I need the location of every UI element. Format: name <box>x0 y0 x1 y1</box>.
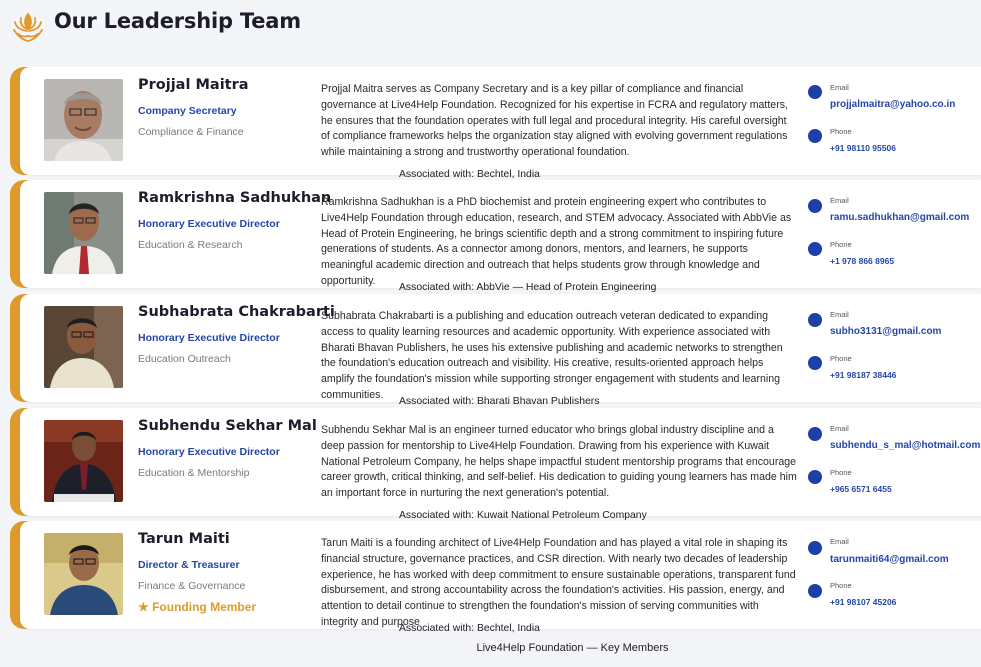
phone-label: Phone <box>830 581 852 590</box>
card-panel <box>20 294 981 407</box>
member-card-tarun-maiti <box>10 521 981 634</box>
phone-label: Phone <box>830 127 852 136</box>
member-photo <box>44 306 123 388</box>
page-header <box>0 0 981 50</box>
email-label: Email <box>830 537 849 546</box>
member-association: Associated with: AbbVie — Head of Protein Engineering <box>399 282 657 293</box>
phone-label: Phone <box>830 468 852 477</box>
phone-icon <box>808 129 822 143</box>
member-bio: Tarun Maiti is a founding architect of Live4Help Foundation and has played a vital role in shaping its financial structure, governance practices, and CSR direction. With nearly two decades of leadership experience, he has worked with deep commitment to ensure sustainable operations, transparent fund disbursement, and strong accountability across the foundation's activities. His passion, energy, and attention to detail continue to strengthen the foundation's mission of serving communities with integrity and purpose <box>321 537 796 628</box>
card-panel <box>20 180 981 293</box>
founding-member-badge: ★ Founding Member <box>138 600 257 614</box>
member-association: Associated with: Kuwait National Petroleum Company <box>399 510 647 521</box>
member-photo <box>44 420 123 502</box>
member-name: Ramkrishna Sadhukhan <box>138 190 332 206</box>
member-name: Subhendu Sekhar Mal <box>138 418 317 434</box>
page-title: Our Leadership Team <box>54 9 301 33</box>
phone-link[interactable]: +91 98110 95506 <box>830 143 896 153</box>
email-label: Email <box>830 196 849 205</box>
card-panel <box>20 67 981 180</box>
member-department: Finance & Governance <box>138 580 246 592</box>
member-department: Education Outreach <box>138 353 231 365</box>
member-name: Subhabrata Chakrabarti <box>138 304 335 320</box>
phone-icon <box>808 584 822 598</box>
member-bio: Ramkrishna Sadhukhan is a PhD biochemist and protein engineering expert who contributes to Live4Help Foundation through education, research, and STEM advocacy. Associated with AbbVie as Head of Protein Engineering, he brings scientific depth and a strong commitment to inspiring future generations of students. As a connector among donors, mentors, and learners, he supports meaningful academic direction and outreach that helps students grow through knowledge and opportunity. <box>321 196 792 287</box>
member-department: Education & Mentorship <box>138 467 250 479</box>
member-role: Director & Treasurer <box>138 559 240 571</box>
email-label: Email <box>830 83 849 92</box>
phone-icon <box>808 356 822 370</box>
member-bio: Subhabrata Chakrabarti is a publishing and education outreach veteran dedicated to expanding access to quality learning resources and academic opportunity. With experience associated with Bharati Bhavan Publishers, he uses his extensive publishing and academic networks to strengthen the foundation's education outreach and visibility. His creative, results-oriented approach helps amplify the foundation's mission while supporting stronger engagement with students and learning communities. <box>321 310 783 401</box>
member-bio: Projjal Maitra serves as Company Secretary and is a key pillar of compliance and financial governance at Live4Help Foundation. Recognized for his expertise in FCRA and regulatory matters, he ensures that the foundation operates with full legal and procedural integrity. His careful oversight of compliance frameworks helps the organization stay aligned with evolving government regulations while maintaining a strong and trustworthy operational foundation. <box>321 83 788 159</box>
email-icon <box>808 541 822 555</box>
member-name: Projjal Maitra <box>138 77 249 93</box>
email-label: Email <box>830 424 849 433</box>
member-department: Education & Research <box>138 239 243 251</box>
card-panel <box>20 521 981 634</box>
email-icon <box>808 199 822 213</box>
email-link[interactable]: ramu.sadhukhan@gmail.com <box>830 212 970 223</box>
email-icon <box>808 313 822 327</box>
card-panel <box>20 408 981 521</box>
member-photo <box>44 192 123 274</box>
member-department: Compliance & Finance <box>138 126 244 138</box>
member-association: Associated with: Bechtel, India <box>399 169 540 180</box>
member-name: Tarun Maiti <box>138 531 230 547</box>
phone-link[interactable]: +965 6571 6455 <box>830 484 892 494</box>
phone-link[interactable]: +91 98107 45206 <box>830 597 897 607</box>
member-card-subhabrata-chakrabarti <box>10 294 981 407</box>
phone-label: Phone <box>830 240 852 249</box>
email-label: Email <box>830 310 849 319</box>
member-card-projjal-maitra <box>10 67 981 180</box>
phone-label: Phone <box>830 354 852 363</box>
member-photo <box>44 533 123 615</box>
phone-link[interactable]: +91 98187 38446 <box>830 370 897 380</box>
member-role: Honorary Executive Director <box>138 218 280 230</box>
email-icon <box>808 85 822 99</box>
member-role: Company Secretary <box>138 105 237 117</box>
email-icon <box>808 427 822 441</box>
member-association: Associated with: Bechtel, India <box>399 623 540 634</box>
member-role: Honorary Executive Director <box>138 446 280 458</box>
email-link[interactable]: subho3131@gmail.com <box>830 326 942 337</box>
page-footer <box>0 642 981 654</box>
phone-icon <box>808 470 822 484</box>
footer-text: Live4Help Foundation — Key Members <box>476 642 669 654</box>
member-bio: Subhendu Sekhar Mal is an engineer turned educator who brings global industry discipline and a deep passion for mentorship to Live4Help Foundation. Drawing from his experience with Kuwait National Petroleum Company, he helps shape impactful student mentorship programs that encourage career growth, critical thinking, and self-belief. His dedication to guiding young learners has made him an important force in nurturing the next generation's potential. <box>321 424 797 500</box>
email-link[interactable]: subhendu_s_mal@hotmail.com <box>830 440 981 451</box>
phone-icon <box>808 242 822 256</box>
member-photo <box>44 79 123 161</box>
lotus-hands-logo-icon <box>10 10 46 44</box>
member-role: Honorary Executive Director <box>138 332 280 344</box>
email-link[interactable]: tarunmaiti64@gmail.com <box>830 554 949 565</box>
member-card-ramkrishna-sadhukhan <box>10 180 981 293</box>
member-association: Associated with: Bharati Bhavan Publishers <box>399 396 600 407</box>
email-link[interactable]: projjalmaitra@yahoo.co.in <box>830 99 956 110</box>
member-card-subhendu-sekhar-mal <box>10 408 981 521</box>
phone-link[interactable]: +1 978 866 8965 <box>830 256 895 266</box>
